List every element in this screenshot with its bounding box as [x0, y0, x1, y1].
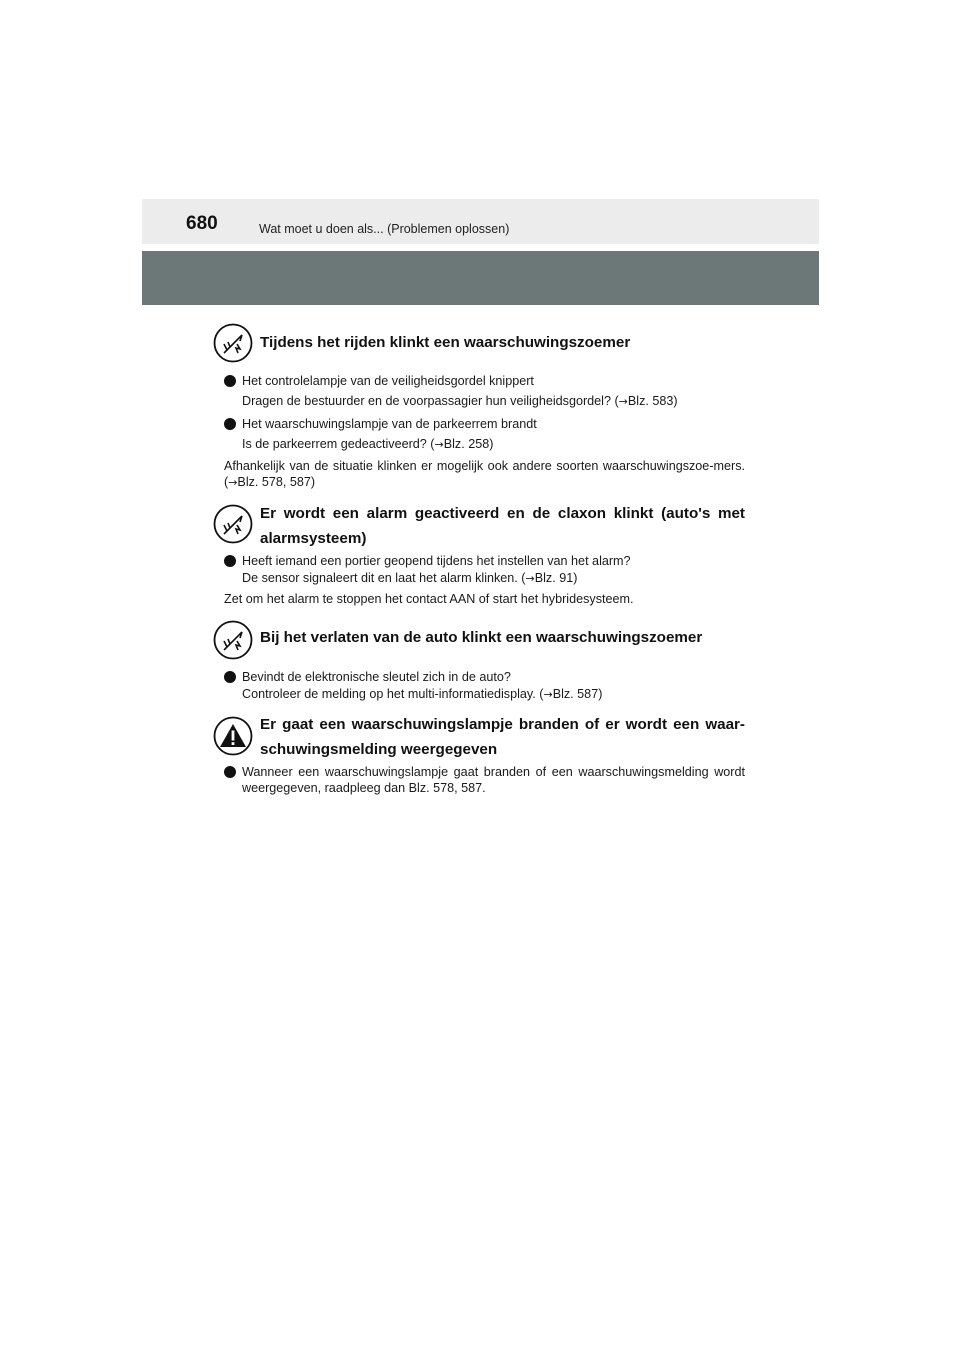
section-heading: Bij het verlaten van de auto klinkt een waarschuwingszoemer: [260, 629, 703, 646]
running-title: Wat moet u doen als... (Problemen oplossen): [259, 222, 510, 236]
bullet: [224, 766, 236, 778]
bullet-text: Het waarschuwingslampje van de parkeerrem brandt: [242, 417, 537, 431]
bullet-subtext: Dragen de bestuurder en de voorpassagier hun veiligheidsgordel? (→Blz. 583): [242, 394, 678, 408]
bullet-text: Heeft iemand een portier geopend tijdens het instellen van het alarm?: [242, 554, 631, 568]
bullet-subtext: Controleer de melding op het multi-informatiedisplay. (→Blz. 587): [242, 687, 603, 701]
broken-wrench-icon: [213, 504, 253, 544]
bullet: [224, 555, 236, 567]
broken-wrench-icon: [213, 620, 253, 660]
arrow-icon: →: [618, 395, 628, 408]
section-bar: [142, 251, 819, 305]
bullet-text: Het controlelampje van de veiligheidsgordel knippert: [242, 374, 534, 388]
section-heading: Er wordt een alarm geactiveerd en de claxon klinkt (auto's met alarmsysteem): [260, 505, 745, 547]
arrow-icon: →: [434, 438, 444, 451]
section-heading: Er gaat een waarschuwingslampje branden of er wordt een waar-schuwingsmelding weergegeven: [260, 716, 745, 758]
bullet: [224, 671, 236, 683]
section-heading: Tijdens het rijden klinkt een waarschuwingszoemer: [260, 334, 631, 351]
bullet: [224, 418, 236, 430]
page-number: 680: [186, 213, 218, 234]
note-paragraph: Afhankelijk van de situatie klinken er mogelijk ook andere soorten waarschuwingszoe-mers. (→Blz. 578, 587): [224, 459, 745, 489]
arrow-icon: →: [228, 476, 238, 489]
arrow-icon: →: [543, 688, 553, 701]
arrow-icon: →: [525, 572, 535, 585]
bullet-text: Wanneer een waarschuwingslampje gaat branden of een waarschuwingsmelding wordt weergegeven, raadpleeg dan Blz. 578, 587.: [242, 765, 745, 795]
warning-triangle-icon: [213, 716, 253, 756]
bullet-subtext: Is de parkeerrem gedeactiveerd? (→Blz. 258): [242, 437, 494, 451]
bullet: [224, 375, 236, 387]
broken-wrench-icon: [213, 323, 253, 363]
bullet-subtext: De sensor signaleert dit en laat het alarm klinken. (→Blz. 91): [242, 571, 578, 585]
note-paragraph: Zet om het alarm te stoppen het contact AAN of start het hybridesysteem.: [224, 592, 634, 606]
bullet-text: Bevindt de elektronische sleutel zich in de auto?: [242, 670, 511, 684]
